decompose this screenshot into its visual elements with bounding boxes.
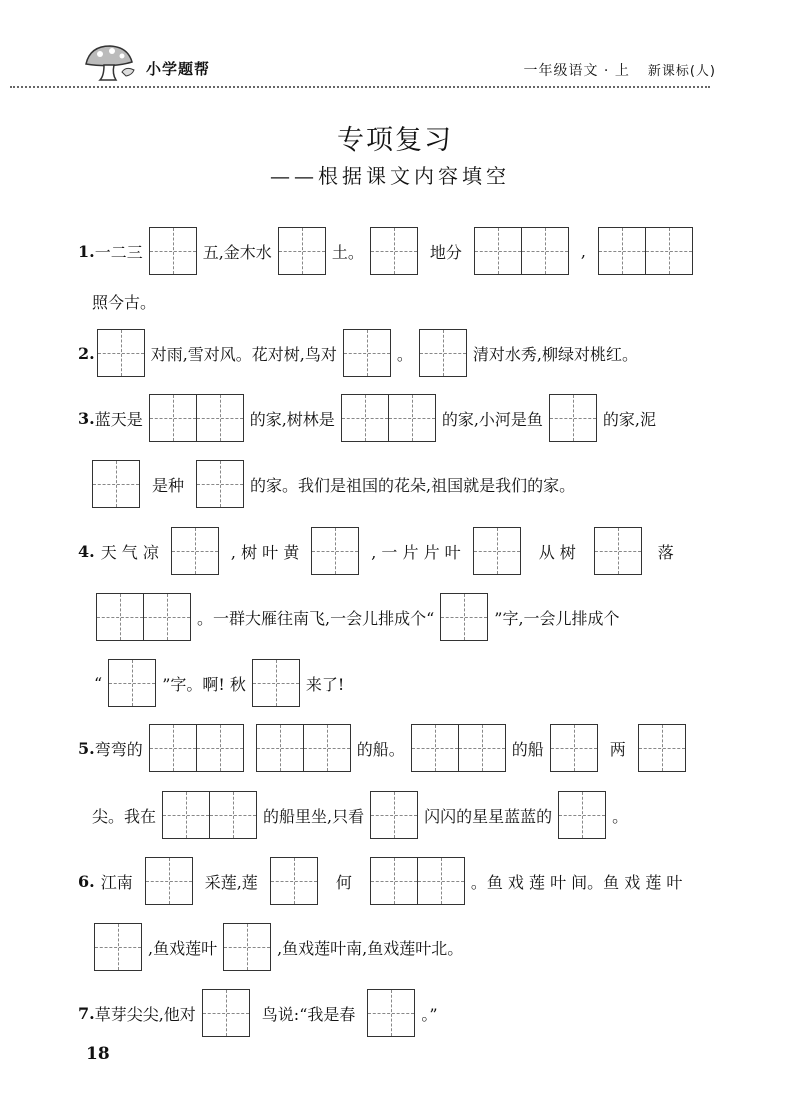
answer-box[interactable] [108,659,156,707]
question-text: 五,金木水 [202,242,272,262]
answer-boxes[interactable] [97,329,145,377]
answer-boxes[interactable] [149,724,244,772]
question-text: 采莲,莲 [204,872,258,892]
answer-box[interactable] [388,394,436,442]
question-text: 两 [609,739,626,759]
question-text: 对雨,雪对风。花对树,鸟对 [150,344,337,364]
answer-boxes[interactable] [270,857,318,905]
answer-boxes[interactable] [252,659,300,707]
question-text: 是种 [152,475,185,495]
question-text: , 树 叶 黄 [230,542,300,562]
question-text: 何 [335,872,352,892]
question-number: 2. [78,343,95,363]
answer-boxes[interactable] [92,460,140,508]
question-text: 蓝天是 [94,409,143,429]
page-number: 18 [86,1044,110,1064]
answer-box[interactable] [92,460,140,508]
answer-box[interactable] [594,527,642,575]
question-text: 清对水秀,柳绿对桃红。 [472,344,638,364]
question-text: 弯弯的 [94,739,143,759]
question-4-line-3 [94,658,344,708]
question-text: 的船 [511,739,544,759]
answer-box[interactable] [370,791,418,839]
answer-boxes[interactable] [474,227,569,275]
question-5-line-2 [92,790,628,840]
answer-boxes[interactable] [549,394,597,442]
answer-box[interactable] [149,227,197,275]
brand-name: 小学题帮 [146,60,211,78]
question-text: 天 气 凉 [100,542,159,562]
answer-box[interactable] [370,857,418,905]
answer-box[interactable] [598,227,646,275]
question-text: ,鱼戏莲叶南,鱼戏莲叶北。 [277,938,464,958]
question-text: 。” [421,1004,438,1024]
question-2 [78,328,638,378]
answer-box[interactable] [521,227,569,275]
answer-box[interactable] [196,460,244,508]
question-1-line-2 [92,276,156,326]
question-text: 地分 [429,242,462,262]
answer-box[interactable] [278,227,326,275]
answer-boxes[interactable] [411,724,506,772]
answer-box[interactable] [367,989,415,1037]
answer-box[interactable] [411,724,459,772]
answer-boxes[interactable] [311,527,359,575]
header-divider [10,86,710,88]
answer-box[interactable] [473,527,521,575]
question-7 [78,988,438,1038]
answer-boxes[interactable] [145,857,193,905]
question-text: , 一 片 片 叶 [371,542,461,562]
answer-boxes[interactable] [278,227,326,275]
question-4-line-1 [78,526,680,576]
answer-box[interactable] [252,659,300,707]
question-4-line-2 [96,592,620,642]
answer-boxes[interactable] [202,989,250,1037]
answer-box[interactable] [149,724,197,772]
answer-box[interactable] [638,724,686,772]
answer-boxes[interactable] [196,460,244,508]
question-text: 一二三 [94,242,143,262]
mushroom-logo-icon [82,42,142,82]
answer-box[interactable] [145,857,193,905]
answer-boxes[interactable] [473,527,521,575]
question-text: 的家,树林是 [249,409,335,429]
edition-label: 新课标(人) [647,64,716,79]
answer-box[interactable] [474,227,522,275]
answer-boxes[interactable] [550,724,598,772]
answer-boxes[interactable] [108,659,156,707]
question-text: “ [94,673,103,693]
answer-boxes[interactable] [638,724,686,772]
answer-box[interactable] [171,527,219,575]
question-text: 。 [396,344,413,364]
question-text: 。一群大雁往南飞,一会儿排成个“ [197,608,435,628]
answer-boxes[interactable] [256,724,351,772]
question-6-line-2 [94,922,463,972]
answer-box[interactable] [311,527,359,575]
answer-boxes[interactable] [94,923,142,971]
answer-box[interactable] [549,394,597,442]
question-text: 从 树 [538,542,576,562]
answer-box[interactable] [162,791,210,839]
question-text: 的家。我们是祖国的花朵,祖国就是我们的家。 [250,475,576,495]
answer-boxes[interactable] [223,923,271,971]
question-number: 4. [78,541,95,561]
question-number: 5. [78,738,95,758]
answer-box[interactable] [223,923,271,971]
answer-box[interactable] [270,857,318,905]
answer-boxes[interactable] [598,227,693,275]
question-text: 来了! [305,674,345,694]
question-text: , [580,241,586,261]
question-text: 的家,泥 [602,409,656,429]
question-5-line-1 [78,723,692,773]
question-number: 3. [78,408,95,428]
question-text: 尖。我在 [92,806,157,826]
question-text: 鸟说:“我是春 [261,1004,356,1024]
answer-boxes[interactable] [558,791,606,839]
answer-box[interactable] [94,923,142,971]
question-text: 的船里坐,只看 [263,806,365,826]
question-3-line-2 [92,459,575,509]
answer-boxes[interactable] [370,791,418,839]
answer-boxes[interactable] [149,227,197,275]
course-grade: 一年级语文 · 上 [523,63,630,79]
question-text: 闪闪的星星蓝蓝的 [424,806,553,826]
answer-boxes[interactable] [367,989,415,1037]
answer-box[interactable] [440,593,488,641]
page-subtitle: ——根据课文内容填空 [270,164,510,188]
question-text: ”字。啊! 秋 [162,674,246,694]
answer-box[interactable] [419,329,467,377]
answer-box[interactable] [370,227,418,275]
answer-box[interactable] [97,329,145,377]
question-number: 7. [78,1003,95,1023]
answer-box[interactable] [196,724,244,772]
answer-box[interactable] [645,227,693,275]
answer-boxes[interactable] [171,527,219,575]
answer-box[interactable] [458,724,506,772]
answer-box[interactable] [343,329,391,377]
question-text: 照今古。 [92,292,157,312]
answer-box[interactable] [256,724,304,772]
question-text: ,鱼戏莲叶 [148,938,218,958]
answer-boxes[interactable] [162,791,257,839]
question-3-line-1 [78,393,656,443]
answer-boxes[interactable] [419,329,467,377]
answer-boxes[interactable] [96,593,191,641]
page-title: 专项复习 [337,125,453,156]
answer-boxes[interactable] [343,329,391,377]
question-text: 草芽尖尖,他对 [94,1004,196,1024]
question-text: 的家,小河是鱼 [441,409,543,429]
answer-box[interactable] [303,724,351,772]
answer-box[interactable] [202,989,250,1037]
question-1-line-1 [78,226,699,276]
page-header [0,0,790,92]
question-text: 江南 [100,872,133,892]
course-label [523,60,716,80]
question-text: 。鱼 戏 莲 叶 间。鱼 戏 莲 叶 [470,872,683,892]
answer-box[interactable] [558,791,606,839]
answer-box[interactable] [341,394,389,442]
answer-box[interactable] [96,593,144,641]
question-number: 1. [78,241,95,261]
question-text: 。 [612,806,629,826]
question-6-line-1 [78,856,682,906]
answer-boxes[interactable] [594,527,642,575]
answer-boxes[interactable] [341,394,436,442]
question-number: 6. [78,871,95,891]
answer-box[interactable] [149,394,197,442]
answer-box[interactable] [143,593,191,641]
answer-box[interactable] [209,791,257,839]
question-text: ”字,一会儿排成个 [494,608,620,628]
answer-box[interactable] [196,394,244,442]
question-text: 落 [657,542,674,562]
answer-boxes[interactable] [370,227,418,275]
question-text: 的船。 [356,739,405,759]
answer-box[interactable] [550,724,598,772]
answer-boxes[interactable] [149,394,244,442]
answer-boxes[interactable] [370,857,465,905]
question-text: 土。 [331,242,364,262]
answer-box[interactable] [417,857,465,905]
answer-boxes[interactable] [440,593,488,641]
